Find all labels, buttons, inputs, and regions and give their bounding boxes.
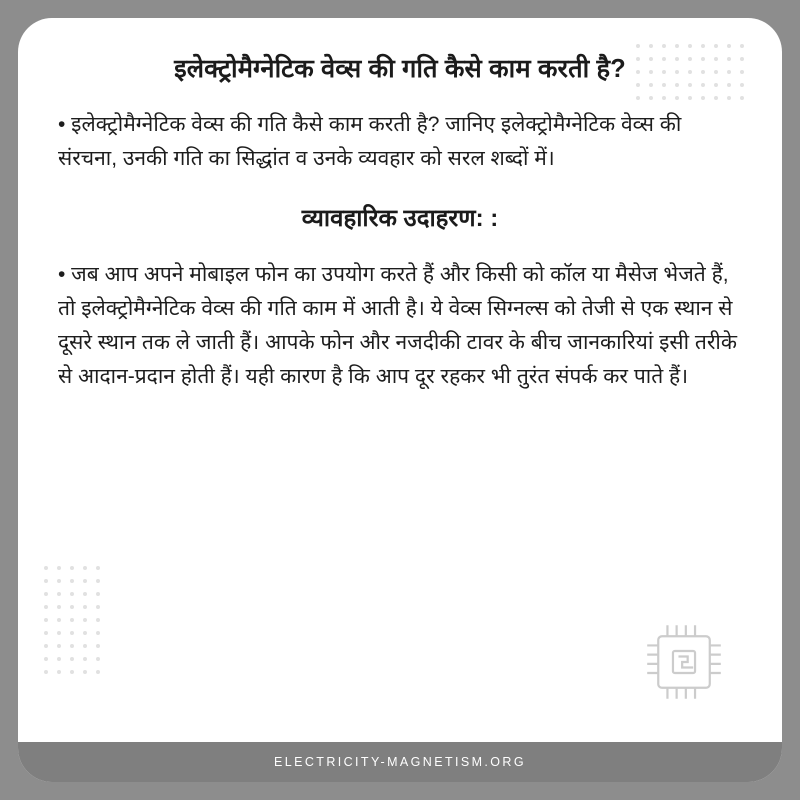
decorative-dot [44,631,48,635]
content-card [18,18,782,782]
decorative-dot [44,670,48,674]
decorative-dot [57,566,61,570]
decorative-dot [70,631,74,635]
decorative-dot [70,605,74,609]
decorative-dot [57,657,61,661]
decorative-dot [70,566,74,570]
decorative-dot [44,592,48,596]
decorative-dot [83,592,87,596]
page-title: इलेक्ट्रोमैग्नेटिक वेव्स की गति कैसे काम करती है? [174,55,626,83]
decorative-dot [70,657,74,661]
decorative-dot [70,644,74,648]
decorative-dot [57,670,61,674]
footer-website-label: ELECTRICITY-MAGNETISM.ORG [274,755,526,769]
intro-paragraph: • इलेक्ट्रोमैग्नेटिक वेव्स की गति कैसे काम करती है? जानिए इलेक्ट्रोमैग्नेटिक वेव्स की संरचना, उनकी गति का सिद्धांत व उनके व्यवहार को सरल शब्दों में। [58,113,682,171]
decorative-dot [70,670,74,674]
decorative-dot-grid-bottom-left [44,566,114,686]
decorative-dot [57,631,61,635]
decorative-dot [83,657,87,661]
decorative-dot [44,618,48,622]
decorative-dot [70,592,74,596]
decorative-dot [96,618,100,622]
decorative-dot [57,618,61,622]
decorative-dot [44,566,48,570]
decorative-dot [57,579,61,583]
decorative-dot [83,670,87,674]
decorative-dot [96,631,100,635]
decorative-dot [96,566,100,570]
section-subheading: व्यावहारिक उदाहरण: : [301,205,499,233]
decorative-dot [70,618,74,622]
decorative-dot [96,592,100,596]
footer-bar [18,742,782,782]
decorative-dot [44,657,48,661]
decorative-dot [96,605,100,609]
decorative-dot [44,579,48,583]
decorative-dot [57,644,61,648]
decorative-dot [44,605,48,609]
decorative-dot [96,670,100,674]
decorative-dot [44,644,48,648]
decorative-dot [96,579,100,583]
decorative-dot [83,605,87,609]
decorative-dot [83,644,87,648]
decorative-dot [70,579,74,583]
article-body [18,18,782,412]
decorative-dot [96,657,100,661]
decorative-dot [57,592,61,596]
decorative-dot [57,605,61,609]
example-paragraph: • जब आप अपने मोबाइल फोन का उपयोग करते हैं और किसी को कॉल या मैसेज भेजते हैं, तो इलेक्ट्रोमैग्नेटिक वेव्स की गति काम में आती है। ये वेव्स सिग्नल्स को तेजी से एक स्थान से दूसरे स्थान तक ले जाती हैं। आपके फोन और नजदीकी टावर के बीच जानकारियां इसी तरीके से आदान-प्रदान होती हैं। यही कारण है कि आप दूर रहकर भी तुरंत संपर्क कर पाते हैं। [58,263,738,389]
decorative-dot [83,566,87,570]
decorative-dot [96,644,100,648]
microchip-icon [638,616,730,708]
decorative-dot [83,579,87,583]
decorative-dot [83,618,87,622]
decorative-dot [83,631,87,635]
